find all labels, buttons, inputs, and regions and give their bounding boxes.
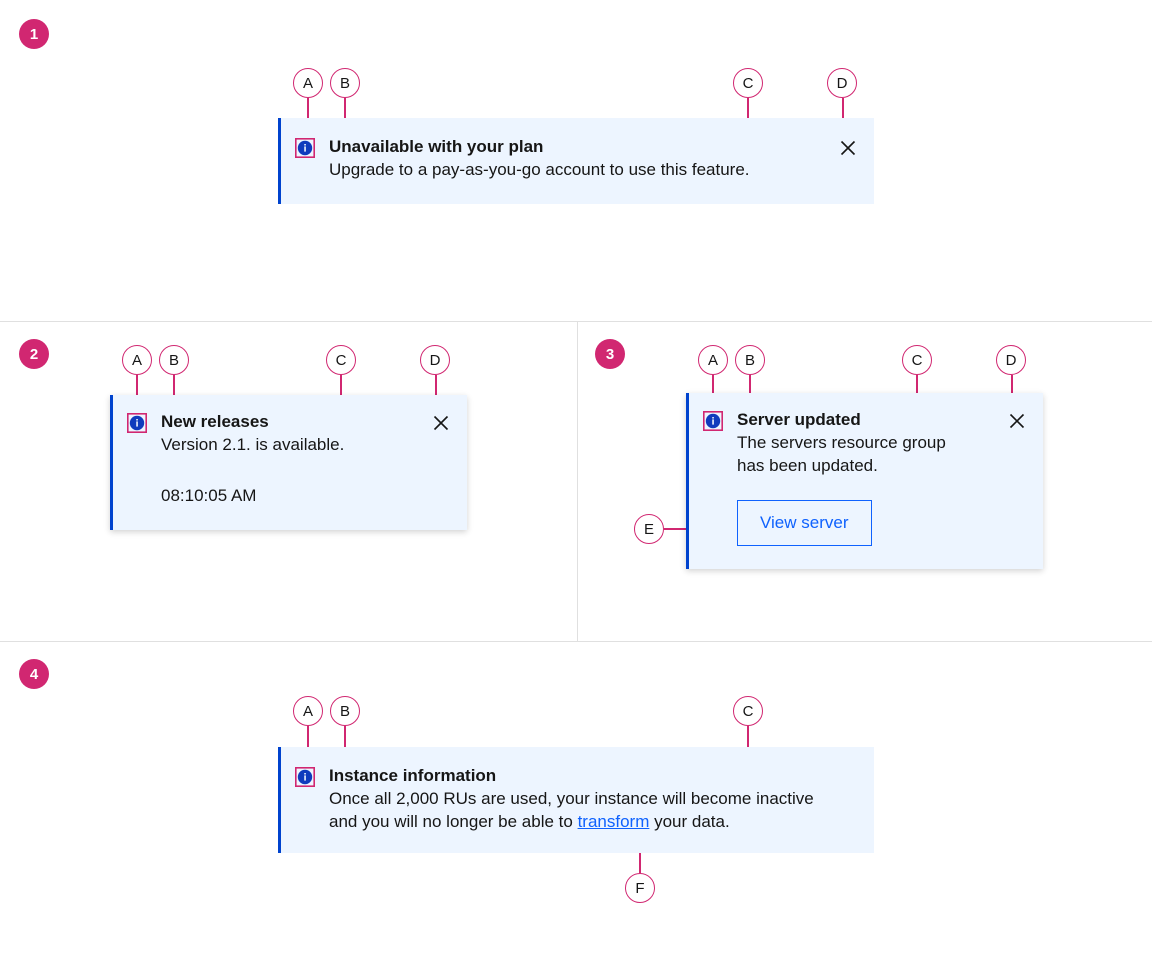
section-divider-bottom <box>0 641 1152 642</box>
information-filled-icon <box>127 413 147 433</box>
callout-2-c: C <box>326 345 356 375</box>
notification-body <box>723 393 997 560</box>
notification-title: Unavailable with your plan <box>329 137 544 156</box>
step-badge-4: 4 <box>19 659 49 689</box>
callout-2-a: A <box>122 345 152 375</box>
notification-instance-information <box>278 747 874 853</box>
callout-1-d: D <box>827 68 857 98</box>
step-badge-1: 1 <box>19 19 49 49</box>
notification-subtitle: Version 2.1. is available. <box>161 435 345 455</box>
callout-1-c: C <box>733 68 763 98</box>
section-divider-top <box>0 321 1152 322</box>
notification-subtitle-line2: has been updated. <box>737 456 878 476</box>
close-icon[interactable] <box>997 401 1037 441</box>
transform-link[interactable]: transform <box>577 812 650 832</box>
notification-new-releases <box>110 395 467 530</box>
notification-title: New releases <box>161 412 269 431</box>
information-filled-icon <box>703 411 723 431</box>
notification-unavailable-plan <box>278 118 874 204</box>
subtitle-text-pre: and you will no longer be able to <box>329 812 578 832</box>
notification-title: Instance information <box>329 766 497 785</box>
step-badge-2: 2 <box>19 339 49 369</box>
callout-4-b: B <box>330 696 360 726</box>
step-badge-3: 3 <box>595 339 625 369</box>
notification-subtitle-line1: The servers resource group <box>737 433 946 453</box>
notification-subtitle-line2 <box>329 811 860 834</box>
notification-body <box>315 747 874 848</box>
notification-timestamp: 08:10:05 AM <box>161 486 257 506</box>
notification-subtitle-line1: Once all 2,000 RUs are used, your instance will become inactive <box>329 789 814 809</box>
callout-2-b: B <box>159 345 189 375</box>
view-server-button[interactable]: View server <box>737 500 872 546</box>
information-filled-icon <box>295 767 315 787</box>
close-icon[interactable] <box>421 403 461 443</box>
callout-2-d: D <box>420 345 450 375</box>
callout-1-b: B <box>330 68 360 98</box>
notification-body <box>315 118 828 196</box>
callout-3-a: A <box>698 345 728 375</box>
callout-3-b: B <box>735 345 765 375</box>
notification-body <box>147 395 421 522</box>
subtitle-text-post: your data. <box>649 812 730 832</box>
callout-4-c: C <box>733 696 763 726</box>
close-icon[interactable] <box>828 128 868 168</box>
information-filled-icon <box>295 138 315 158</box>
notification-server-updated <box>686 393 1043 569</box>
notification-subtitle: Upgrade to a pay-as-you-go account to use this feature. <box>329 160 750 180</box>
callout-4-a: A <box>293 696 323 726</box>
callout-3-c: C <box>902 345 932 375</box>
section-divider-middle <box>577 321 578 641</box>
notification-title: Server updated <box>737 410 861 429</box>
callout-3-e: E <box>634 514 664 544</box>
callout-4-f: F <box>625 873 655 903</box>
callout-1-a: A <box>293 68 323 98</box>
callout-3-d: D <box>996 345 1026 375</box>
